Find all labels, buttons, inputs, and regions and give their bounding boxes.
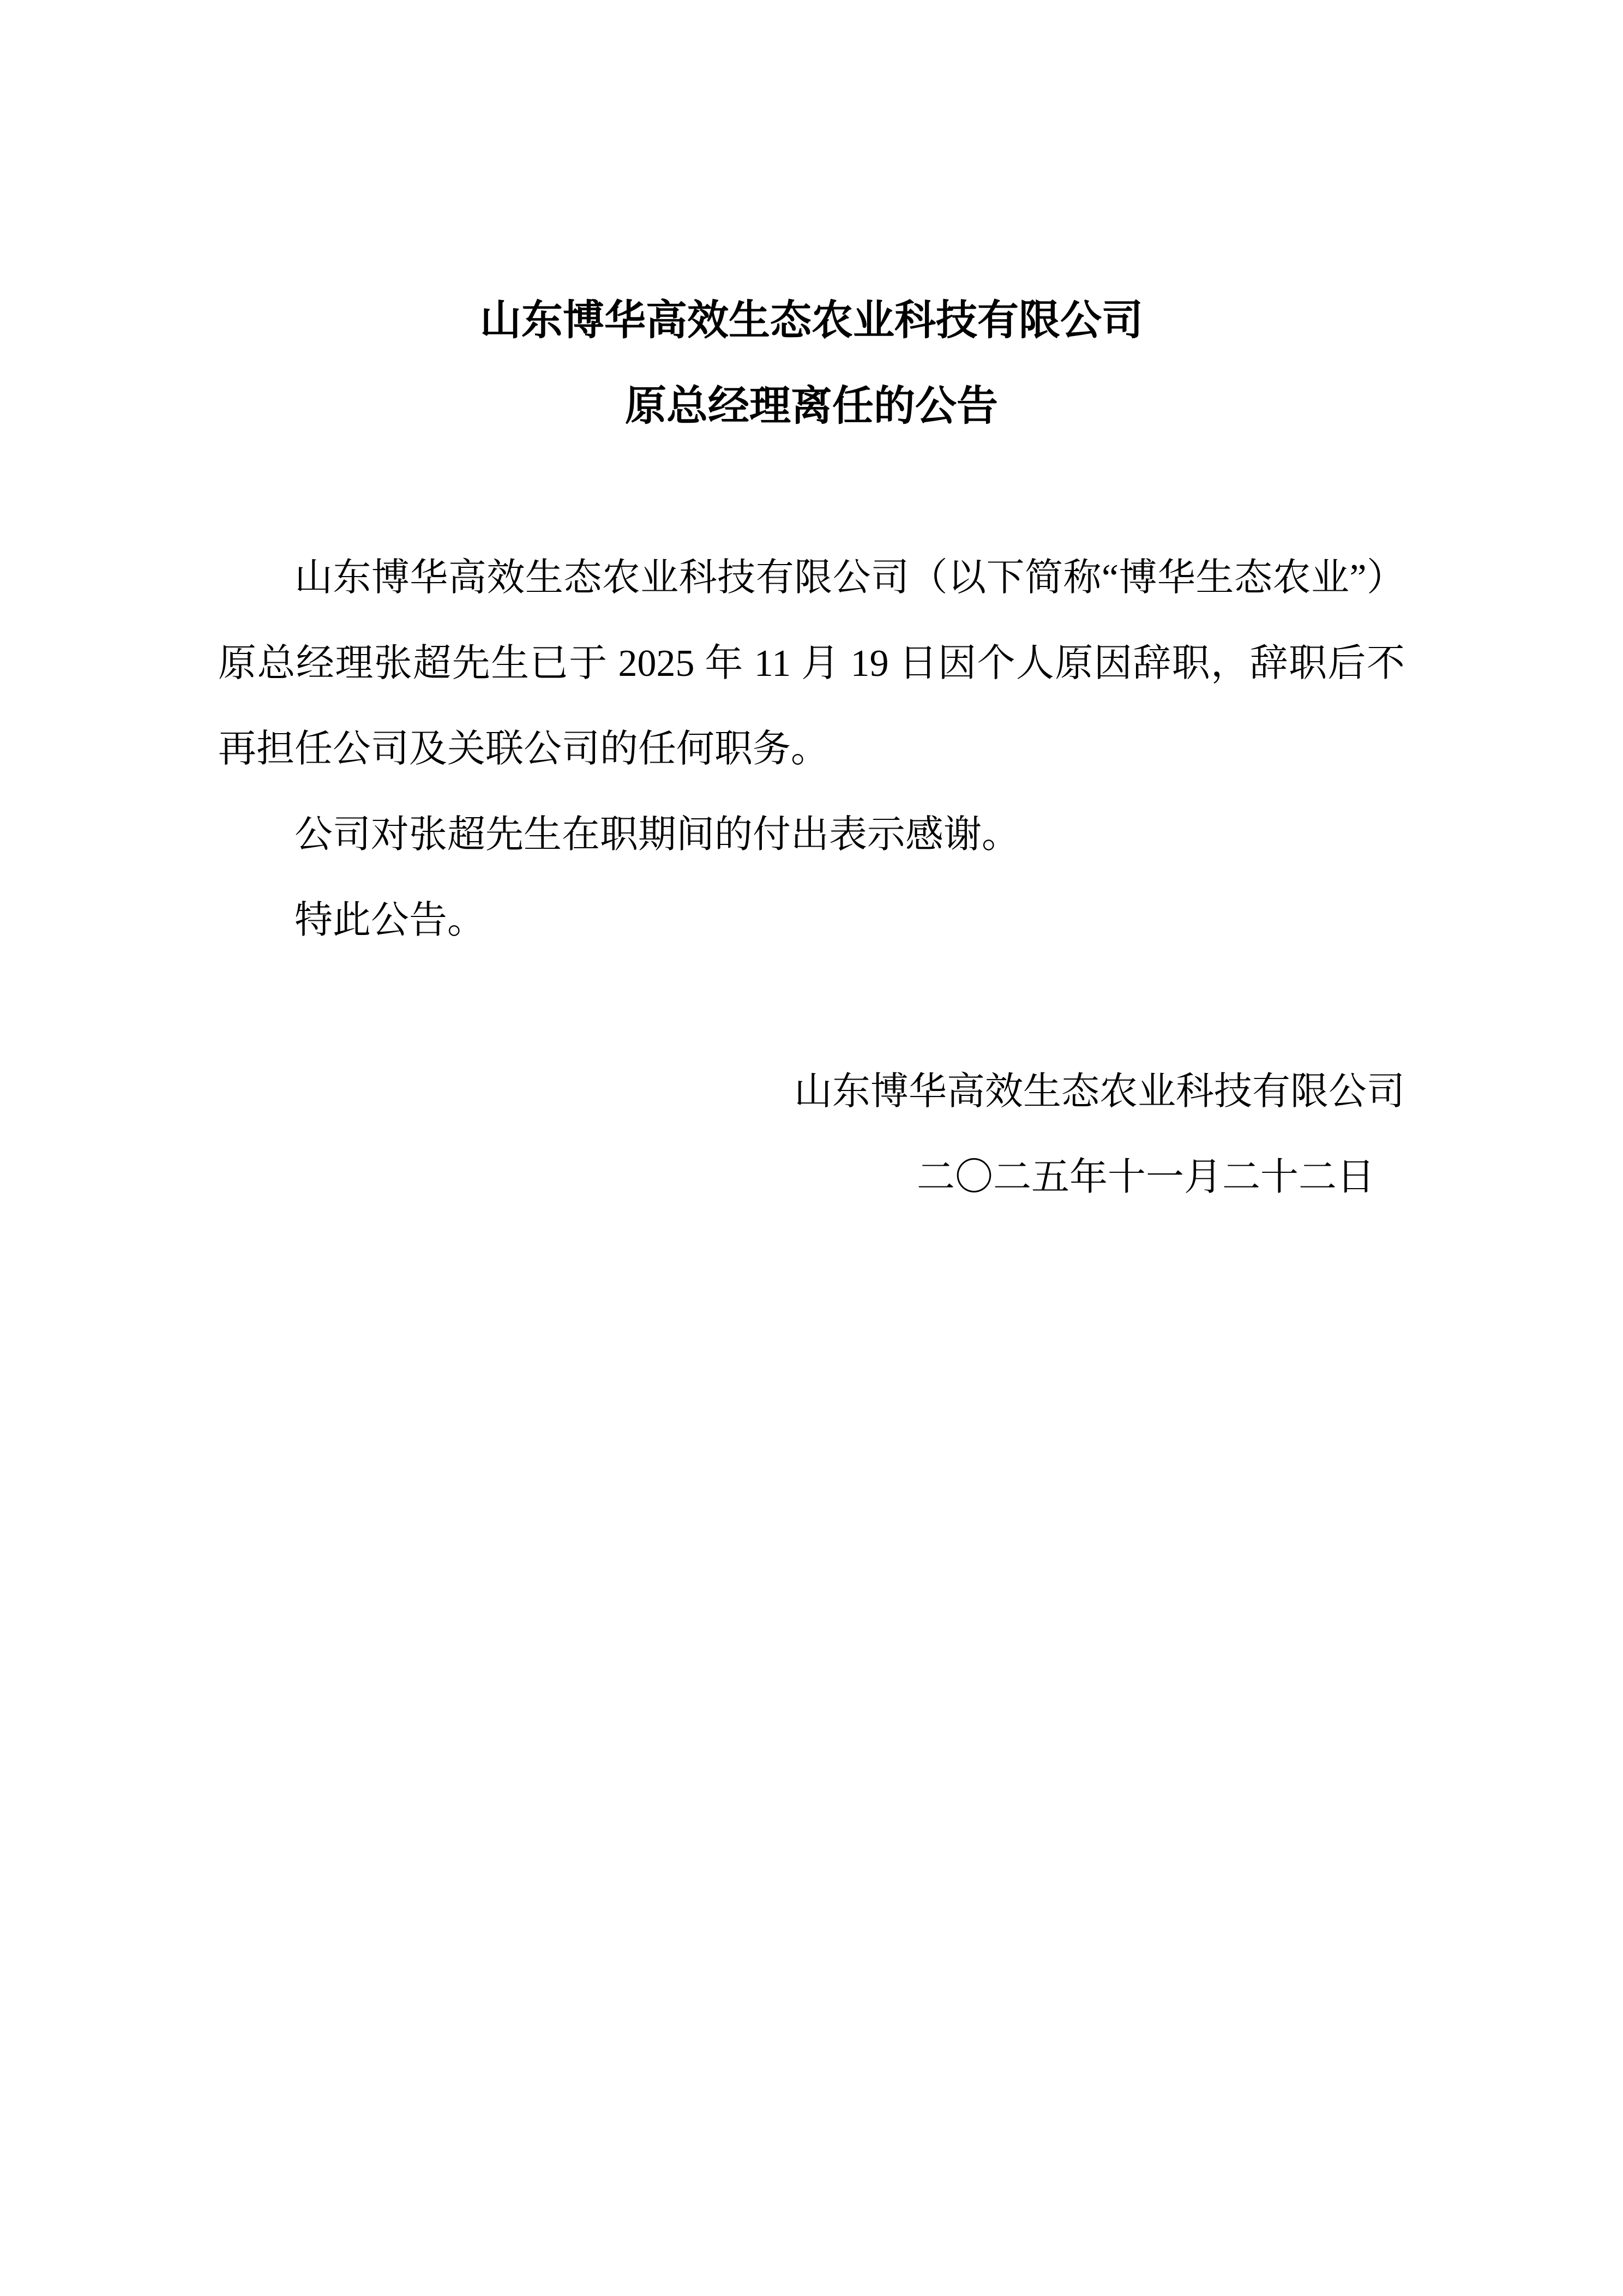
document-title-line1: 山东博华高效生态农业科技有限公司 bbox=[480, 298, 1143, 344]
document-title-line2: 原总经理离任的公告 bbox=[625, 383, 998, 429]
signature-date: 二〇二五年十一月二十二日 bbox=[917, 1156, 1375, 1198]
paragraph2: 公司对张超先生在职期间的付出表示感谢。 bbox=[294, 814, 1020, 856]
signature-block bbox=[218, 1049, 1405, 1220]
signature-company-name: 山东博华高效生态农业科技有限公司 bbox=[794, 1071, 1405, 1113]
paragraph1-line1: 山东博华高效生态农业科技有限公司（以下简称“博华生态农业”） bbox=[294, 557, 1405, 599]
blank-line bbox=[218, 449, 1405, 535]
paragraph1-line3: 再担任公司及关联公司的任何职务。 bbox=[218, 728, 829, 770]
paragraph3: 特此公告。 bbox=[294, 900, 485, 942]
paragraph1-line2: 原总经理张超先生已于 2025 年 11 月 19 日因个人原因辞职，辞职后不 bbox=[218, 643, 1405, 685]
blank-line bbox=[218, 963, 1405, 1049]
